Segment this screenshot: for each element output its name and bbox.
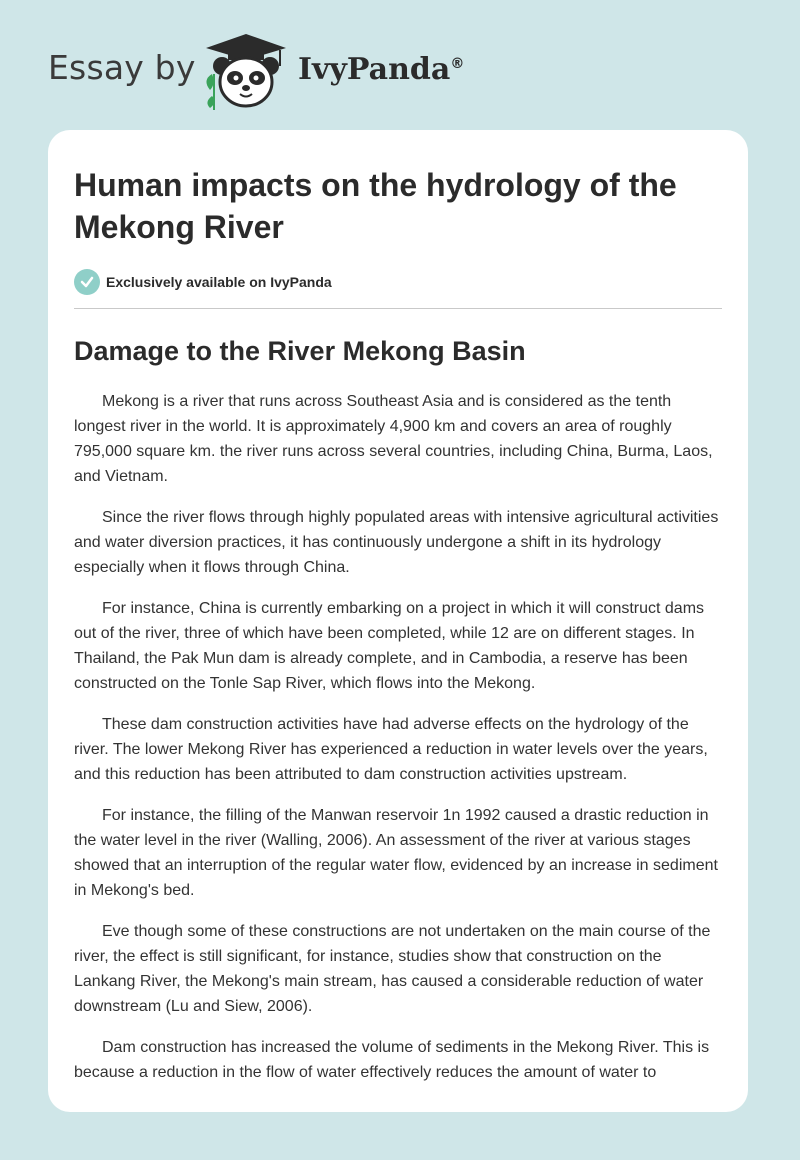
essay-card: [48, 130, 748, 1112]
paragraph: For instance, China is currently embarking on a project in which it will construct dams out of the river, three of which have been completed, while 12 are on different stages. In Thailand, the Pak Mun dam is already complete, and in Cambodia, a reserve has been constructed on the Tonle Sap River, which flows into the Mekong.: [74, 600, 705, 692]
panda-graduate-icon[interactable]: [200, 30, 292, 110]
essay-content: [74, 164, 722, 1085]
brand-name: IvyPanda: [298, 52, 451, 87]
check-circle-icon: [74, 269, 100, 295]
page-title: Human impacts on the hydrology of the Mekong River: [74, 167, 677, 245]
paragraph: Since the river flows through highly populated areas with intensive agricultural activities and water diversion practices, it has continuously undergone a shift in its hydrology especially when it flows through China.: [74, 509, 719, 576]
paragraph: These dam construction activities have had adverse effects on the hydrology of the river. The lower Mekong River has experienced a reduction in water levels over the years, and this reduction has been attributed to dam construction activities upstream.: [74, 716, 708, 783]
paragraph: Mekong is a river that runs across Southeast Asia and is considered as the tenth longest river in the world. It is approximately 4,900 km and covers an area of roughly 795,000 square km. the river runs across several countries, including China, Burma, Laos, and Vietnam.: [74, 393, 713, 485]
essay-by-label: Essay by: [48, 48, 196, 87]
paragraph: Dam construction has increased the volume of sediments in the Mekong River. This is because a reduction in the flow of water effectively reduces the amount of water to: [74, 1039, 710, 1081]
section-heading: Damage to the River Mekong Basin: [74, 336, 526, 366]
trademark-symbol: ®: [450, 56, 465, 72]
brand-logo-text[interactable]: [298, 52, 464, 87]
exclusive-badge-text: Exclusively available on IvyPanda: [106, 274, 332, 290]
exclusive-badge: [74, 268, 722, 296]
divider: [74, 308, 722, 309]
paragraph: For instance, the filling of the Manwan reservoir 1n 1992 caused a drastic reduction in the water level in the river (Walling, 2006). An assessment of the river at various stages showed that an interruption of the regular water flow, evidenced by an increase in sediment in Mekong's bed.: [74, 807, 718, 899]
paragraph: Eve though some of these constructions are not undertaken on the main course of the river, the effect is still significant, for instance, studies show that construction on the Lankang River, the Mekong's main stream, has caused a considerable reduction of water downstream (Lu and Siew, 2006).: [74, 923, 711, 1015]
body-text: [74, 389, 722, 1085]
site-header: [0, 0, 800, 120]
